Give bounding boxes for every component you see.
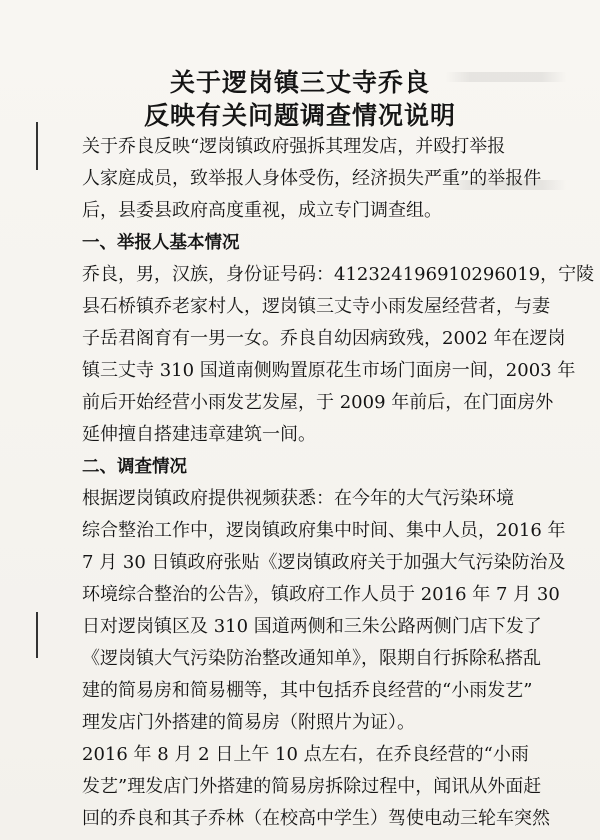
body-text-line: 日对逻岗镇区及 310 国道两侧和三朱公路两侧门店下发了 [82, 616, 542, 637]
body-text-line: 发艺”理发店门外搭建的简易房拆除过程中，闻讯从外面赶 [82, 776, 542, 797]
body-text-line: 延伸擅自搭建违章建筑一间。 [82, 424, 316, 445]
body-text-line: 2016 年 8 月 2 日上午 10 点左右，在乔良经营的“小雨 [82, 744, 529, 765]
body-text-line: 回的乔良和其子乔林（在校高中学生）驾使电动三轮车突然 [82, 808, 550, 829]
body-text-line: 《逻岗镇大气污染防治整改通知单》，限期自行拆除私搭乱 [82, 648, 541, 669]
body-text-line: 乔良，男，汉族，身份证号码：412324196910296019，宁陵 [82, 264, 595, 285]
body-text-line: 前后开始经营小雨发艺发屋，于 2009 年前后，在门面房外 [82, 392, 554, 413]
document-title-line-1: 关于逻岗镇三丈寺乔良 [169, 68, 430, 97]
margin-binding-mark [36, 612, 38, 658]
body-text-line: 7 月 30 日镇政府张贴《逻岗镇政府关于加强大气污染防治及 [82, 552, 566, 573]
body-text-line: 人家庭成员，致举报人身体受伤，经济损失严重”的举报件 [82, 168, 542, 189]
section-heading: 二、调查情况 [82, 457, 187, 477]
section-heading: 一、举报人基本情况 [82, 233, 240, 253]
body-text-line: 关于乔良反映“逻岗镇政府强拆其理发店，并殴打举报 [82, 136, 506, 157]
body-text-line: 子岳君阁育有一男一女。乔良自幼因病致残，2002 年在逻岗 [82, 328, 566, 349]
body-text-line: 镇三丈寺 310 国道南侧购置原花生市场门面房一间，2003 年 [82, 360, 576, 381]
document-title-line-2: 反映有关问题调查情况说明 [143, 101, 456, 130]
body-text-line: 后，县委县政府高度重视，成立专门调查组。 [82, 200, 442, 221]
body-text-line: 根据逻岗镇政府提供视频获悉：在今年的大气污染环境 [82, 488, 514, 509]
body-text-line: 县石桥镇乔老家村人，逻岗镇三丈寺小雨发屋经营者，与妻 [82, 296, 550, 317]
body-text-line: 理发店门外搭建的简易房（附照片为证）。 [82, 712, 415, 733]
body-text-line: 建的简易房和简易棚等，其中包括乔良经营的“小雨发艺” [82, 680, 533, 701]
body-text-line: 综合整治工作中，逻岗镇政府集中时间、集中人员，2016 年 [82, 520, 566, 541]
body-text-line: 环境综合整治的公告》，镇政府工作人员于 2016 年 7 月 30 [82, 584, 560, 605]
